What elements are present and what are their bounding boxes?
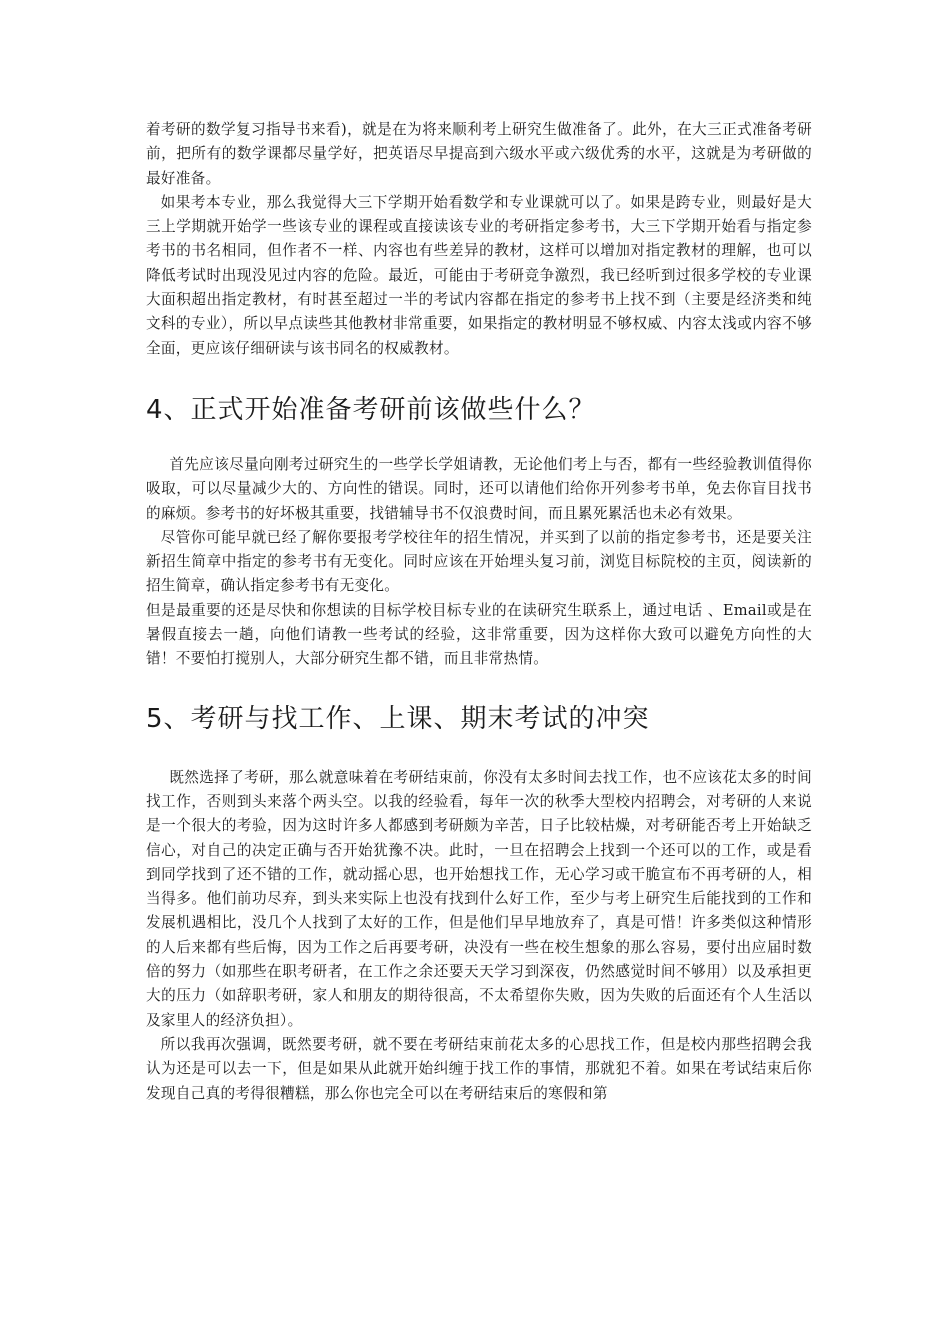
section-heading: 5、考研与找工作、上课、期末考试的冲突 (146, 703, 650, 734)
paragraph: 尽管你可能早就已经了解你要报考学校往年的招生情况，并买到了以前的指定参考书，还是要关注新招生简章中指定的参考书有无变化。同时应该在开始埋头复习前，浏览目标院校的主页，阅读新的招生简章，确认指定参考书有无变化。 (146, 528, 812, 595)
paragraph: 如果考本专业，那么我觉得大三下学期开始看数学和专业课就可以了。如果是跨专业，则最好是大三上学期就开始学一些该专业的课程或直接读该专业的考研指定参考书，大三下学期开始看与指定参考书的书名相同，但作者不一样、内容也有些差异的教材，这样可以增加对指定教材的理解，也可以降低考试时出现没见过内容的危险。最近，可能由于考研竞争激烈，我已经听到过很多学校的专业课大面积超出指定教材，有时甚至超过一半的考试内容都在指定的参考书上找不到（主要是经济类和纯文科的专业），所以早点读些其他教材非常重要，如果指定的教材明显不够权威、内容太浅或内容不够全面，更应该仔细研读与该书同名的权威教材。 (146, 193, 812, 357)
paragraph: 既然选择了考研，那么就意味着在考研结束前，你没有太多时间去找工作，也不应该花太多的时间找工作，否则到头来落个两头空。以我的经验看，每年一次的秋季大型校内招聘会，对考研的人来说是一个很大的考验，因为这时许多人都感到考研颇为辛苦，日子比较枯燥，对考研能否考上开始缺乏信心，对自己的决定正确与否开始犹豫不决。此时，一旦在招聘会上找到一个还可以的工作，或是看到同学找到了还不错的工作，就动摇心思，也开始想找工作，无心学习或干脆宣布不再考研的人，相当得多。他们前功尽弃，到头来实际上也没有找到什么好工作，至少与考上研究生后能找到的工作和发展机遇相比，没几个人找到了太好的工作，但是他们早早地放弃了，真是可惜！许多类似这种情形的人后来都有些后悔，因为工作之后再要考研，决没有一些在校生想象的那么容易，要付出应届时数倍的努力（如那些在职考研者，在工作之余还要天天学习到深夜，仍然感觉时间不够用）以及承担更大的压力（如辞职考研，家人和朋友的期待很高，不太希望你失败，因为失败的后面还有个人生活以及家里人的经济负担）。 (146, 768, 812, 1029)
paragraph: 着考研的数学复习指导书来看)，就是在为将来顺利考上研究生做准备了。此外，在大三正式准备考研前，把所有的数学课都尽量学好，把英语尽早提高到六级水平或六级优秀的水平，这就是为考研做的最好准备。 (146, 121, 812, 187)
paragraph: 但是最重要的还是尽快和你想读的目标学校目标专业的在读研究生联系上，通过电话 、Email或是在暑假直接去一趟，向他们请教一些考试的经验，这非常重要，因为这样你大致可以避免方向性的大错！不要怕打搅别人，大部分研究生都不错，而且非常热情。 (146, 601, 812, 668)
document-body (146, 118, 812, 1106)
paragraph: 首先应该尽量向刚考过研究生的一些学长学姐请教，无论他们考上与否，都有一些经验教训值得你吸取，可以尽量减少大的、方向性的错误。同时，还可以请他们给你开列参考书单，免去你盲目找书的麻烦。参考书的好坏极其重要，找错辅导书不仅浪费时间，而且累死累活也未必有效果。 (146, 455, 812, 522)
paragraph: 所以我再次强调，既然要考研，就不要在考研结束前花太多的心思找工作，但是校内那些招聘会我认为还是可以去一下，但是如果从此就开始纠缠于找工作的事情，那就犯不着。如果在考试结束后你发现自己真的考得很糟糕，那么你也完全可以在考研结束后的寒假和第 (146, 1035, 812, 1102)
section-heading: 4、正式开始准备考研前该做些什么？ (146, 394, 596, 425)
